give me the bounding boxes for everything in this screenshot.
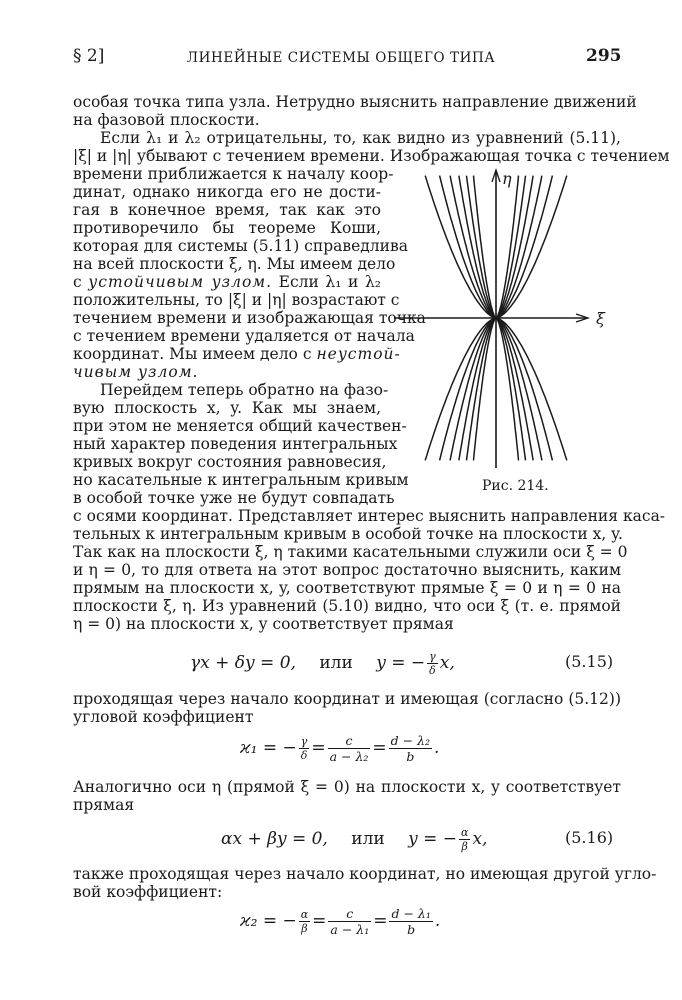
- text-line: и η = 0, то для ответа на этот вопрос достаточно выяснить, каким: [73, 561, 621, 579]
- eq-lhs: αx + βy = 0,: [221, 829, 328, 849]
- frac-den: b: [406, 749, 415, 764]
- section-marker: § 2]: [73, 46, 105, 66]
- term-unstable-node: неустой-: [316, 345, 401, 363]
- eq-sign: =: [312, 911, 327, 931]
- equation-number: (5.16): [565, 828, 614, 847]
- equation-5-16: [221, 826, 487, 853]
- text-line: в особой точке уже не будут совпадать: [73, 489, 395, 507]
- phase-portrait-figure: [390, 168, 622, 473]
- frac-den: b: [407, 922, 416, 937]
- text-line: вую плоскость x, y. Как мы знаем,: [73, 399, 381, 417]
- text-line: |ξ| и |η| убывают с течением времени. Изображающая точка с течением: [73, 147, 670, 165]
- eq-rhs-start: y = −: [408, 829, 458, 849]
- eq-rhs-end: x,: [439, 653, 455, 673]
- frac-den: a − λ₁: [330, 922, 370, 937]
- frac-num: c: [328, 906, 371, 922]
- fraction: [328, 733, 371, 764]
- equation-5-15: [190, 650, 455, 677]
- text-line: положительны, то |ξ| и |η| возрастают с: [73, 291, 400, 309]
- text-span: с: [73, 273, 89, 291]
- frac-num: α: [461, 826, 469, 839]
- text-line: Так как на плоскости ξ, η такими касательными служили оси ξ = 0: [73, 543, 628, 561]
- xi-axis-label: ξ: [596, 309, 605, 328]
- eq-end: .: [434, 738, 440, 758]
- frac-num: c: [328, 733, 371, 749]
- eq-sign: =: [311, 738, 326, 758]
- fraction: [427, 650, 438, 677]
- frac-num: d − λ₁: [391, 906, 431, 921]
- text-line: также проходящая через начало координат, но имеющая другой угло-: [73, 865, 657, 883]
- text-line: кривых вокруг состояния равновесия,: [73, 453, 387, 471]
- text-line: течением времени и изображающая точка: [73, 309, 426, 327]
- running-title: ЛИНЕЙНЫЕ СИСТЕМЫ ОБЩЕГО ТИПА: [186, 50, 496, 66]
- frac-num: d − λ₂: [390, 733, 431, 748]
- text-line: чивым узлом.: [73, 363, 199, 381]
- frac-den: a − λ₂: [329, 749, 369, 764]
- eq-sign: =: [373, 911, 388, 931]
- eq-rhs-start: y = −: [376, 653, 426, 673]
- text-line: прямая: [73, 796, 135, 814]
- eq-lhs: γx + δy = 0,: [190, 653, 296, 673]
- text-line: угловой коэффициент: [73, 708, 254, 726]
- frac-den: β: [301, 922, 308, 935]
- text-span: координат. Мы имеем дело с: [73, 345, 317, 363]
- text-line: противоречило бы теореме Коши,: [73, 219, 381, 237]
- text-line: времени приближается к началу коор-: [73, 165, 394, 183]
- equation-number: (5.15): [565, 652, 614, 671]
- text-line: динат, однако никогда его не дости-: [73, 183, 381, 201]
- text-line: на всей плоскости ξ, η. Мы имеем дело: [73, 255, 396, 273]
- text-line: с течением времени удаляется от начала: [73, 327, 415, 345]
- fraction: [299, 735, 310, 762]
- text-span: Если λ₁ и λ₂: [272, 273, 381, 291]
- text-line: при этом не меняется общий качествен-: [73, 417, 407, 435]
- fraction: [389, 733, 432, 764]
- text-line: проходящая через начало координат и имеющая (согласно (5.12)): [73, 690, 621, 708]
- eq-lhs: ϰ₁ = −: [240, 738, 297, 758]
- page-number: 295: [586, 46, 622, 66]
- term-stable-node: устойчивым узлом.: [88, 273, 273, 291]
- text-line: Аналогично оси η (прямой ξ = 0) на плоскости x, y соответствует: [73, 778, 621, 796]
- frac-den: δ: [429, 664, 436, 677]
- text-line: η = 0) на плоскости x, y соответствует прямая: [73, 615, 454, 633]
- eq-or: или: [351, 829, 385, 849]
- frac-num: γ: [299, 735, 310, 749]
- frac-den: δ: [300, 749, 308, 762]
- eta-axis-label: η: [502, 169, 512, 188]
- equation-kappa-1: [240, 733, 439, 764]
- text-line: прямым на плоскости x, y, соответствуют прямые ξ = 0 и η = 0 на: [73, 579, 621, 597]
- text-line: Перейдем теперь обратно на фазо-: [100, 381, 389, 399]
- text-line: но касательные к интегральным кривым: [73, 471, 409, 489]
- text-line: [73, 344, 401, 364]
- fraction: [299, 908, 310, 935]
- equation-kappa-2: [240, 906, 440, 937]
- text-line: Если λ₁ и λ₂ отрицательны, то, как видно из уравнений (5.11),: [100, 129, 621, 147]
- text-line: [73, 272, 381, 292]
- text-line: вой коэффициент:: [73, 883, 223, 901]
- fraction: [459, 826, 470, 853]
- eq-end: .: [434, 911, 441, 931]
- eq-lhs: ϰ₂ = −: [240, 911, 297, 931]
- text-line: гая в конечное время, так как это: [73, 201, 381, 219]
- fraction: [389, 906, 432, 937]
- text-line: тельных к интегральным кривым в особой точке на плоскости x, y.: [73, 525, 623, 543]
- text-line: ный характер поведения интегральных: [73, 435, 398, 453]
- text-line: которая для системы (5.11) справедлива: [73, 237, 408, 255]
- frac-num: γ: [427, 650, 438, 664]
- frac-den: β: [461, 840, 468, 853]
- text-line: особая точка типа узла. Нетрудно выяснить направление движений: [73, 93, 637, 111]
- frac-num: α: [300, 908, 309, 921]
- eq-sign: =: [372, 738, 387, 758]
- text-line: плоскости ξ, η. Из уравнений (5.10) видно, что оси ξ (т. е. прямой: [73, 597, 621, 615]
- figure-caption: Рис. 214.: [482, 478, 549, 494]
- eq-or: или: [319, 653, 353, 673]
- text-line: с осями координат. Представляет интерес выяснить направления каса-: [73, 507, 666, 525]
- eq-rhs-end: x,: [472, 829, 488, 849]
- text-line: на фазовой плоскости.: [73, 111, 260, 129]
- fraction: [328, 906, 371, 937]
